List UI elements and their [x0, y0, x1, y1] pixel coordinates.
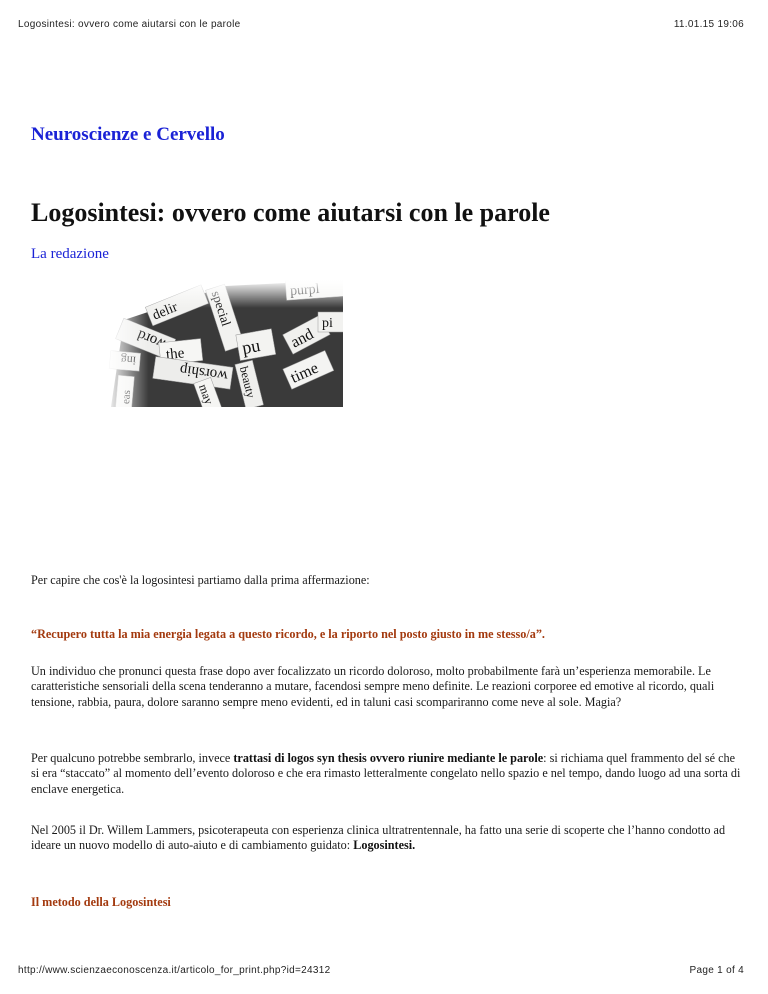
category-link[interactable]: Neuroscienze e Cervello — [31, 124, 225, 145]
highlight-quote: “Recupero tutta la mia energia legata a questo ricordo, e la riporto nel posto giusto in me stesso/a”. — [31, 627, 545, 641]
author-link[interactable]: La redazione — [31, 246, 109, 262]
article-title: Logosintesi: ovvero come aiutarsi con le parole — [31, 198, 550, 227]
print-footer-page: Page 1 of 4 — [689, 965, 744, 976]
print-footer — [18, 965, 744, 976]
section-heading: Il metodo della Logosintesi — [31, 895, 171, 909]
print-footer-url: http://www.scienzaeconoscenza.it/articolo_for_print.php?id=24312 — [18, 965, 331, 976]
print-header — [18, 19, 744, 30]
paragraph-3: Nel 2005 il Dr. Willem Lammers, psicoterapeuta con esperienza clinica ultratrentennale, ha fatto una serie di scoperte che l’hanno condotto ad ideare un nuovo modello di auto-aiuto e di cambiamento guidato: Logosintesi. — [31, 823, 726, 853]
article-image — [106, 280, 343, 407]
paragraph-2: Per qualcuno potrebbe sembrarlo, invece trattasi di logos syn thesis ovvero riunire mediante le parole: si richiama quel frammento del sé che si era “staccato” al momento dell’evento doloroso e che era rimasto letteralmente congelato nello spazio e nel tempo, dando luogo ad una sorta di enclave energetica. — [31, 751, 741, 796]
print-header-datetime: 11.01.15 19:06 — [673, 19, 744, 30]
paragraph-2-emphasis: trattasi di logos syn thesis ovvero riunire mediante le parole — [233, 751, 544, 765]
print-header-title: Logosintesi: ovvero come aiutarsi con le parole — [18, 19, 241, 30]
paragraph-3-emphasis: Logosintesi. — [353, 838, 416, 853]
intro-paragraph: Per capire che cos'è la logosintesi partiamo dalla prima affermazione: — [31, 573, 370, 587]
paragraph-1: Un individuo che pronunci questa frase dopo aver focalizzato un ricordo doloroso, molto probabilmente farà un’esperienza memorabile. Le caratteristiche sensoriali della scena tenderanno a mutare, facendosi sempre meno definite. Le reazioni corporee ed emotive al ricordo, quali tensione, rabbia, paura, dolore saranno sempre meno evidenti, ed in taluni casi scompariranno come neve al sole. Magia? — [31, 664, 715, 709]
